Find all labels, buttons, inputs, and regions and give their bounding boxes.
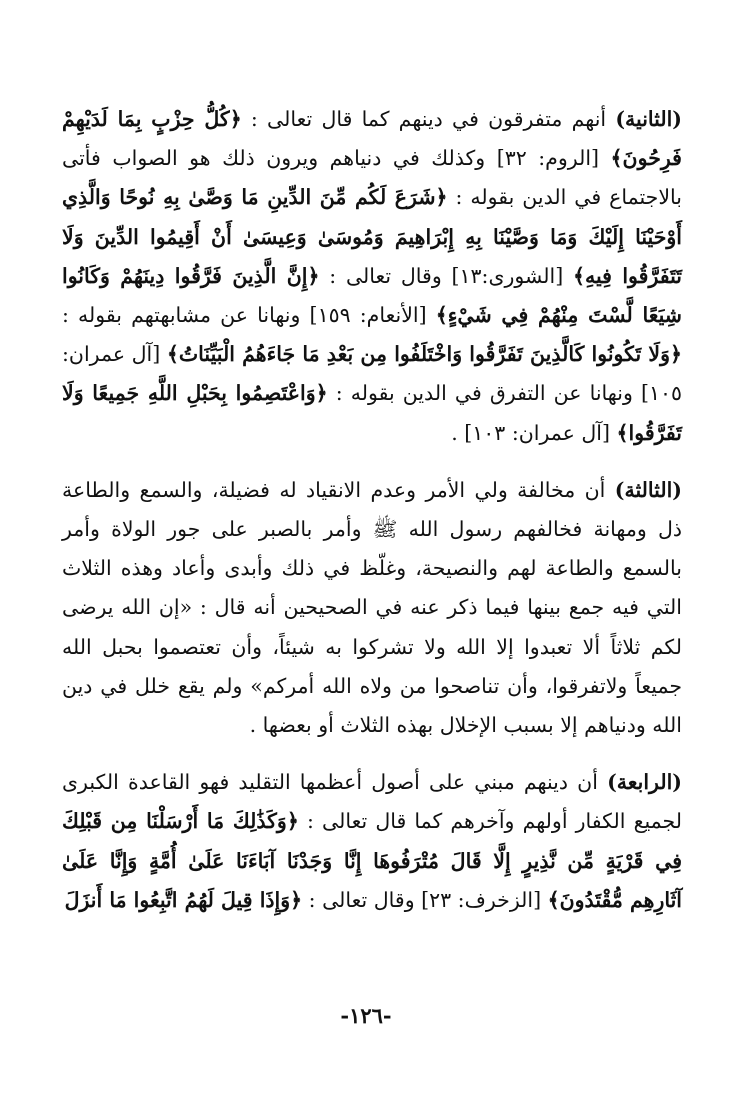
body-text: أنهم متفرقون في دينهم كما قال تعالى : xyxy=(241,107,616,131)
quran-verse: ﴿وَكَذَٰلِكَ مَا أَرْسَلْنَا مِن قَبْلِكَ فِي قَرْيَةٍ مِّن نَّذِيرٍ إِلَّا قَالَ مُتْرَفُوهَا إِنَّا وَجَدْنَا آبَاءَنَا عَلَىٰ أُمَّةٍ وَإِنَّا عَلَىٰ آثَارِهِم مُّقْتَدُونَ﴾ xyxy=(62,809,682,912)
body-text: [الأنعام: ١٥٩] ونهانا عن مشابهتهم بقوله : xyxy=(62,303,436,328)
paragraph-label: (الثانية) xyxy=(615,107,682,131)
quran-verse: ﴿إِنَّ الَّذِينَ فَرَّقُوا دِينَهُمْ وَكَانُوا شِيَعًا لَّسْتَ مِنْهُمْ فِي شَيْءٍ﴾ xyxy=(62,263,682,328)
body-text: أن دينهم مبني على أصول أعظمها التقليد فهو القاعدة الكبرى لجميع الكفار أولهم وآخرهم كما قال تعالى : xyxy=(62,770,682,834)
paragraph-label: (الرابعة) xyxy=(607,770,682,795)
paragraph-third xyxy=(62,471,682,745)
body-text: [الزخرف: ٢٣] وقال تعالى : xyxy=(302,887,548,912)
body-text: [الشورى:١٣] وقال تعالى : xyxy=(319,263,573,288)
page-number: -١٢٦- xyxy=(340,1003,392,1028)
body-text: أن مخالفة ولي الأمر وعدم الانقياد له فضيلة، والسمع والطاعة ذل ومهانة فخالفهم رسول الله ﷺ وأمر بالصبر على جور الولاة وأمر بالسمع والطاعة لهم والنصيحة، وغلّظ في ذلك وأبدى وأعاد وهذه الثلاث التي فيه جمع بينها فيما ذكر عنه في الصحيحين أنه قال : xyxy=(62,477,682,620)
quran-verse: ﴿شَرَعَ لَكُم مِّنَ الدِّينِ مَا وَصَّىٰ بِهِ نُوحًا وَالَّذِي أَوْحَيْنَا إِلَيْكَ وَمَا وَصَّيْنَا بِهِ إِبْرَاهِيمَ وَمُوسَىٰ وَعِيسَىٰ أَنْ أَقِيمُوا الدِّينَ وَلَا تَتَفَرَّقُوا فِيهِ﴾ xyxy=(62,185,683,288)
paragraph-label: (الثالثة) xyxy=(614,477,682,502)
body-text: [آل عمران: ١٠٥] ونهانا عن التفرق في الدين بقوله : xyxy=(62,342,682,406)
body-text: ولم يقع خلل في دين الله ودنياهم إلا بسبب الإخلال بهذه الثلاث أو بعضها . xyxy=(62,673,682,738)
page-body xyxy=(62,100,682,920)
paragraph-fourth xyxy=(62,763,682,920)
body-text: [آل عمران: ١٠٣] . xyxy=(451,420,617,445)
paragraph-second xyxy=(62,100,682,453)
hadith-quote: «إن الله يرضى لكم ثلاثاً ألا تعبدوا إلا الله ولا تشركوا به شيئاً، وأن تعتصموا بحبل الله جميعاً ولاتفرقوا، وأن تناصحوا من ولاه الله أمركم» xyxy=(62,595,682,698)
quran-verse: ﴿وَإِذَا قِيلَ لَهُمُ اتَّبِعُوا مَا أَنزَلَ xyxy=(64,887,303,912)
quran-verse: ﴿وَاعْتَصِمُوا بِحَبْلِ اللَّهِ جَمِيعًا وَلَا تَفَرَّقُوا﴾ xyxy=(62,381,682,445)
body-text: [الروم: ٣٢] وكذلك في دنياهم ويرون ذلك هو الصواب فأتى بالاجتماع في الدين بقوله : xyxy=(62,146,682,210)
quran-verse: ﴿كُلُّ حِزْبٍ بِمَا لَدَيْهِمْ فَرِحُونَ﴾ xyxy=(62,107,682,171)
quran-verse: ﴿وَلَا تَكُونُوا كَالَّذِينَ تَفَرَّقُوا وَاخْتَلَفُوا مِن بَعْدِ مَا جَاءَهُمُ الْبَيِّنَاتُ﴾ xyxy=(166,342,682,367)
